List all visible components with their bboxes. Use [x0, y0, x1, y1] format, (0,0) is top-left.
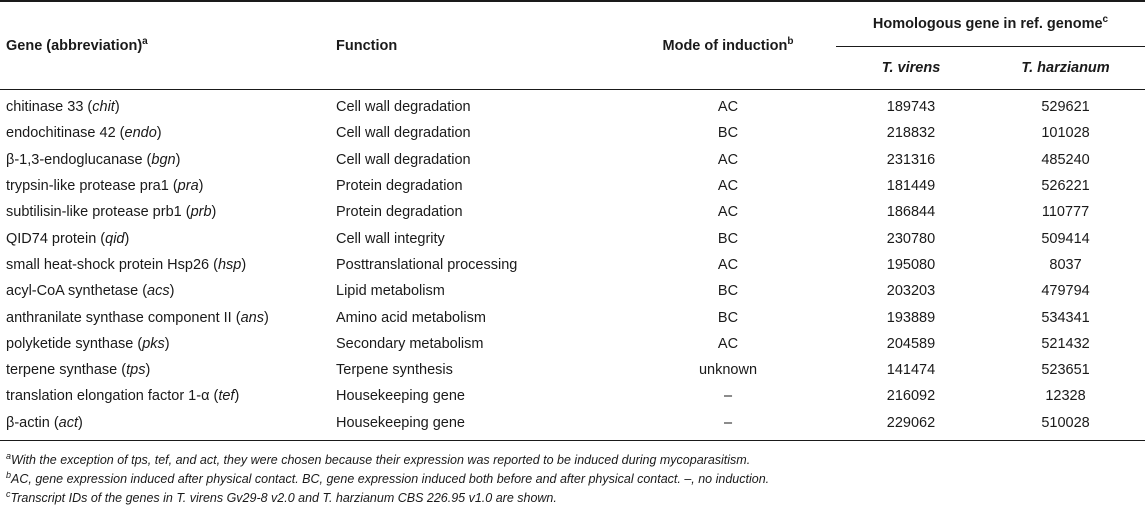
cell-virens-id: 195080 — [886, 256, 936, 273]
table-row — [0, 278, 1145, 304]
cell-virens-id: 141474 — [886, 362, 936, 379]
table-row — [0, 331, 1145, 357]
cell-function: Housekeeping gene — [336, 388, 465, 405]
cell-virens-id: 181449 — [886, 178, 936, 195]
table-row — [0, 147, 1145, 173]
cell-virens-id: 189743 — [886, 99, 936, 116]
cell-function: Terpene synthesis — [336, 362, 453, 379]
cell-function: Cell wall degradation — [336, 151, 471, 168]
cell-harzianum-id: 485240 — [1041, 151, 1090, 168]
cell-harzianum-id: 534341 — [1041, 309, 1090, 326]
cell-harzianum-id: 529621 — [1041, 99, 1090, 116]
cell-mode: AC — [717, 99, 739, 116]
cell-harzianum-id: 110777 — [1041, 204, 1090, 221]
cell-virens-id: 230780 — [886, 230, 936, 247]
cell-virens-id: 203203 — [886, 283, 936, 300]
cell-harzianum-id: 523651 — [1041, 362, 1090, 379]
cell-gene: chitinase 33 (chit) — [6, 99, 120, 116]
cell-gene: polyketide synthase (pks) — [6, 335, 170, 352]
cell-harzianum-id: 509414 — [1041, 230, 1090, 247]
cell-function: Amino acid metabolism — [336, 309, 486, 326]
header-function: Function — [336, 37, 398, 54]
cell-mode: BC — [717, 125, 739, 142]
footnotes — [0, 441, 1145, 508]
cell-virens-id: 229062 — [886, 414, 936, 431]
table-row — [0, 173, 1145, 199]
cell-harzianum-id: 479794 — [1041, 283, 1090, 300]
cell-function: Protein degradation — [336, 178, 463, 195]
cell-mode: AC — [717, 151, 739, 168]
cell-gene: translation elongation factor 1-α (tef) — [6, 388, 240, 405]
footnote: $^a$With the exception of tps, tef, and act, they were chosen because their expression was reported to be induced during mycoparasitism. — [6, 450, 751, 467]
cell-virens-id: 216092 — [886, 388, 936, 405]
table-row — [0, 90, 1145, 121]
cell-virens-id: 218832 — [886, 125, 936, 142]
cell-function: Lipid metabolism — [336, 283, 445, 300]
table-row — [0, 199, 1145, 225]
cell-mode: – — [723, 388, 733, 405]
footnote: $^c$Transcript IDs of the genes in T. virens Gv29-8 v2.0 and T. harzianum CBS 226.95 v1.0 are shown. — [6, 488, 557, 505]
cell-function: Cell wall degradation — [336, 99, 471, 116]
footnote: $^b$AC, gene expression induced after physical contact. BC, gene expression induced both before and after physical contact. –, no induction. — [6, 469, 770, 486]
cell-harzianum-id: 526221 — [1041, 178, 1090, 195]
cell-harzianum-id: 101028 — [1041, 125, 1090, 142]
cell-function: Cell wall degradation — [336, 125, 471, 142]
cell-gene: small heat-shock protein Hsp26 (hsp) — [6, 256, 247, 273]
cell-function: Posttranslational processing — [336, 256, 518, 273]
cell-gene: QID74 protein (qid) — [6, 230, 130, 247]
cell-mode: AC — [717, 256, 739, 273]
cell-function: Secondary metabolism — [336, 335, 484, 352]
cell-mode: BC — [717, 283, 739, 300]
cell-function: Protein degradation — [336, 204, 463, 221]
subheader-virens: T. virens — [881, 60, 941, 76]
subheader-harzianum: T. harzianum — [1021, 60, 1110, 76]
header-homologous: Homologous gene in ref. genome$^c$ — [836, 1, 1145, 47]
table-row — [0, 410, 1145, 441]
header-mode: Mode of induction$^b$ — [662, 35, 794, 54]
cell-gene: trypsin-like protease pra1 (pra) — [6, 178, 204, 195]
cell-virens-id: 193889 — [886, 309, 936, 326]
cell-gene: β-actin (act) — [6, 414, 83, 431]
cell-gene: acyl-CoA synthetase (acs) — [6, 283, 175, 300]
cell-virens-id: 204589 — [886, 335, 936, 352]
cell-mode: – — [723, 414, 733, 431]
table-row — [0, 252, 1145, 278]
cell-virens-id: 231316 — [886, 151, 936, 168]
cell-function: Cell wall integrity — [336, 230, 445, 247]
cell-gene: terpene synthase (tps) — [6, 362, 151, 379]
header-gene: Gene (abbreviation)$^a$ — [6, 35, 148, 54]
table-row — [0, 383, 1145, 409]
cell-mode: BC — [717, 230, 739, 247]
cell-function: Housekeeping gene — [336, 414, 465, 431]
cell-virens-id: 186844 — [886, 204, 936, 221]
cell-mode: AC — [717, 178, 739, 195]
cell-harzianum-id: 12328 — [1045, 388, 1086, 405]
table-row — [0, 304, 1145, 330]
cell-mode: unknown — [698, 362, 758, 379]
cell-mode: BC — [717, 309, 739, 326]
cell-gene: β-1,3-endoglucanase (bgn) — [6, 151, 181, 168]
cell-harzianum-id: 510028 — [1041, 414, 1090, 431]
table-row — [0, 225, 1145, 251]
cell-gene: anthranilate synthase component II (ans) — [6, 309, 269, 326]
cell-harzianum-id: 8037 — [1049, 256, 1082, 273]
cell-mode: AC — [717, 204, 739, 221]
cell-harzianum-id: 521432 — [1041, 335, 1090, 352]
cell-mode: AC — [717, 335, 739, 352]
table-row — [0, 357, 1145, 383]
header-row — [0, 1, 1145, 47]
cell-gene: subtilisin-like protease prb1 (prb) — [6, 204, 217, 221]
cell-gene: endochitinase 42 (endo) — [6, 125, 162, 142]
table-row — [0, 120, 1145, 146]
table-body — [0, 90, 1145, 441]
